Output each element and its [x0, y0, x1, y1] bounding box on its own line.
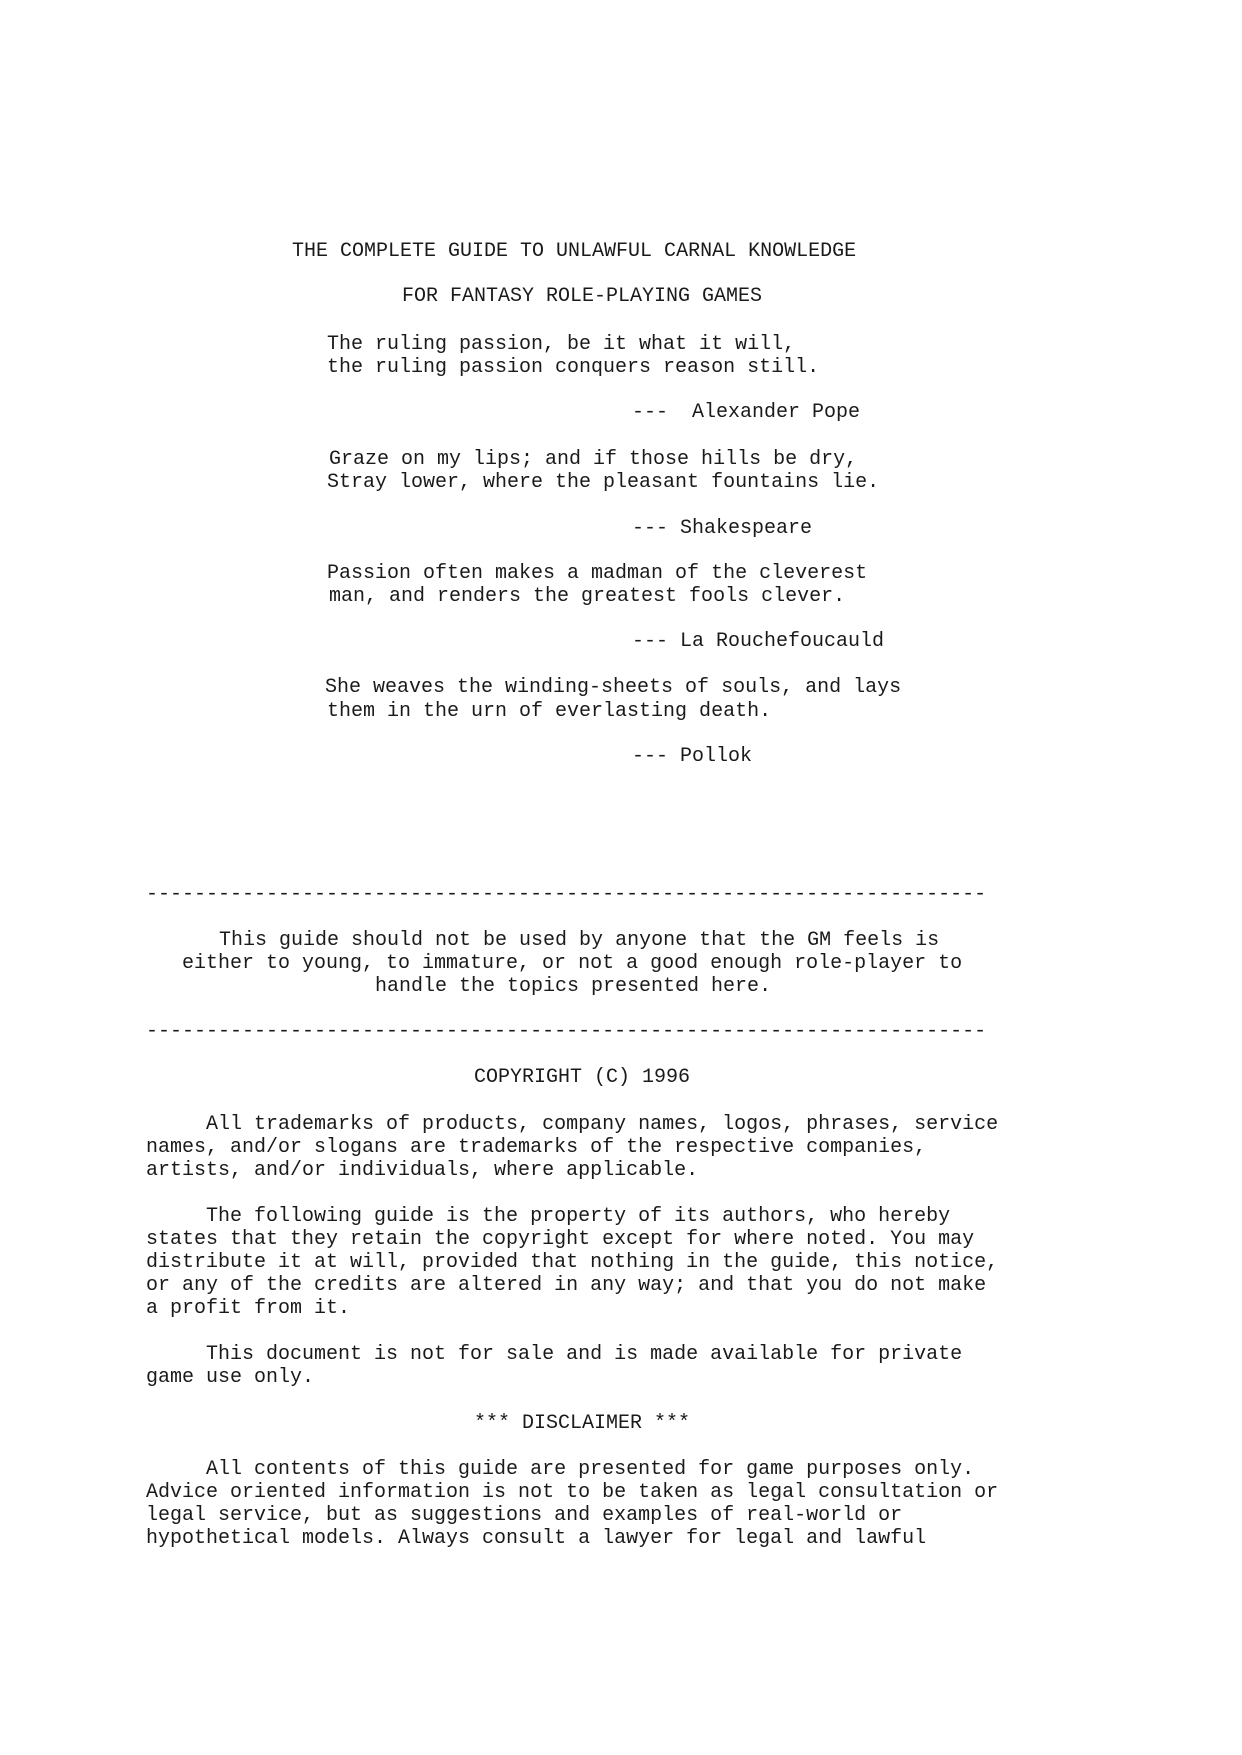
disclaimer-line-1: All contents of this guide are presented for game purposes only.	[146, 1458, 975, 1481]
quote-4-line-2: them in the urn of everlasting death.	[327, 700, 772, 723]
quote-1-line-1: The ruling passion, be it what it will,	[327, 333, 796, 356]
copyright-para-1-line-3: artists, and/or individuals, where applicable.	[146, 1159, 699, 1182]
disclaimer-line-4: hypothetical models. Always consult a lawyer for legal and lawful	[146, 1527, 927, 1550]
copyright-para-2-line-1: The following guide is the property of its authors, who hereby	[146, 1205, 951, 1228]
disclaimer-line-3: legal service, but as suggestions and examples of real-world or	[146, 1504, 903, 1527]
quote-2-attribution: --- Shakespeare	[632, 517, 813, 540]
copyright-heading: COPYRIGHT (C) 1996	[474, 1066, 691, 1089]
quote-2-line-2: Stray lower, where the pleasant fountains lie.	[327, 471, 880, 494]
quote-2-line-1: Graze on my lips; and if those hills be dry,	[329, 448, 858, 471]
separator-top: ----------------------------------------------------------------------	[146, 883, 987, 906]
copyright-para-2-line-5: a profit from it.	[146, 1297, 351, 1320]
copyright-para-1-line-2: names, and/or slogans are trademarks of the respective companies,	[146, 1136, 927, 1159]
quote-1-attribution: --- Alexander Pope	[632, 401, 861, 424]
quote-3-attribution: --- La Rouchefoucauld	[632, 630, 885, 653]
disclaimer-line-2: Advice oriented information is not to be taken as legal consultation or	[146, 1481, 999, 1504]
copyright-para-3-line-1: This document is not for sale and is made available for private	[146, 1343, 963, 1366]
title-line-1: THE COMPLETE GUIDE TO UNLAWFUL CARNAL KNOWLEDGE	[292, 240, 857, 263]
quote-1-line-2: the ruling passion conquers reason still.	[327, 356, 820, 379]
warning-line-1: This guide should not be used by anyone that the GM feels is	[219, 929, 940, 952]
warning-line-3: handle the topics presented here.	[375, 975, 772, 998]
quote-3-line-1: Passion often makes a madman of the cleverest	[327, 562, 868, 585]
warning-line-2: either to young, to immature, or not a good enough role-player to	[182, 952, 963, 975]
copyright-para-2-line-3: distribute it at will, provided that nothing in the guide, this notice,	[146, 1251, 999, 1274]
title-line-2: FOR FANTASY ROLE-PLAYING GAMES	[402, 285, 763, 308]
quote-4-attribution: --- Pollok	[632, 745, 753, 768]
copyright-para-2-line-4: or any of the credits are altered in any way; and that you do not make	[146, 1274, 987, 1297]
quote-3-line-2: man, and renders the greatest fools clever.	[329, 585, 846, 608]
copyright-para-1-line-1: All trademarks of products, company names, logos, phrases, service	[146, 1113, 999, 1136]
separator-bottom: ----------------------------------------------------------------------	[146, 1020, 987, 1043]
disclaimer-heading: *** DISCLAIMER ***	[474, 1412, 691, 1435]
quote-4-line-1: She weaves the winding-sheets of souls, and lays	[325, 676, 902, 699]
copyright-para-3-line-2: game use only.	[146, 1366, 315, 1389]
copyright-para-2-line-2: states that they retain the copyright except for where noted. You may	[146, 1228, 975, 1251]
